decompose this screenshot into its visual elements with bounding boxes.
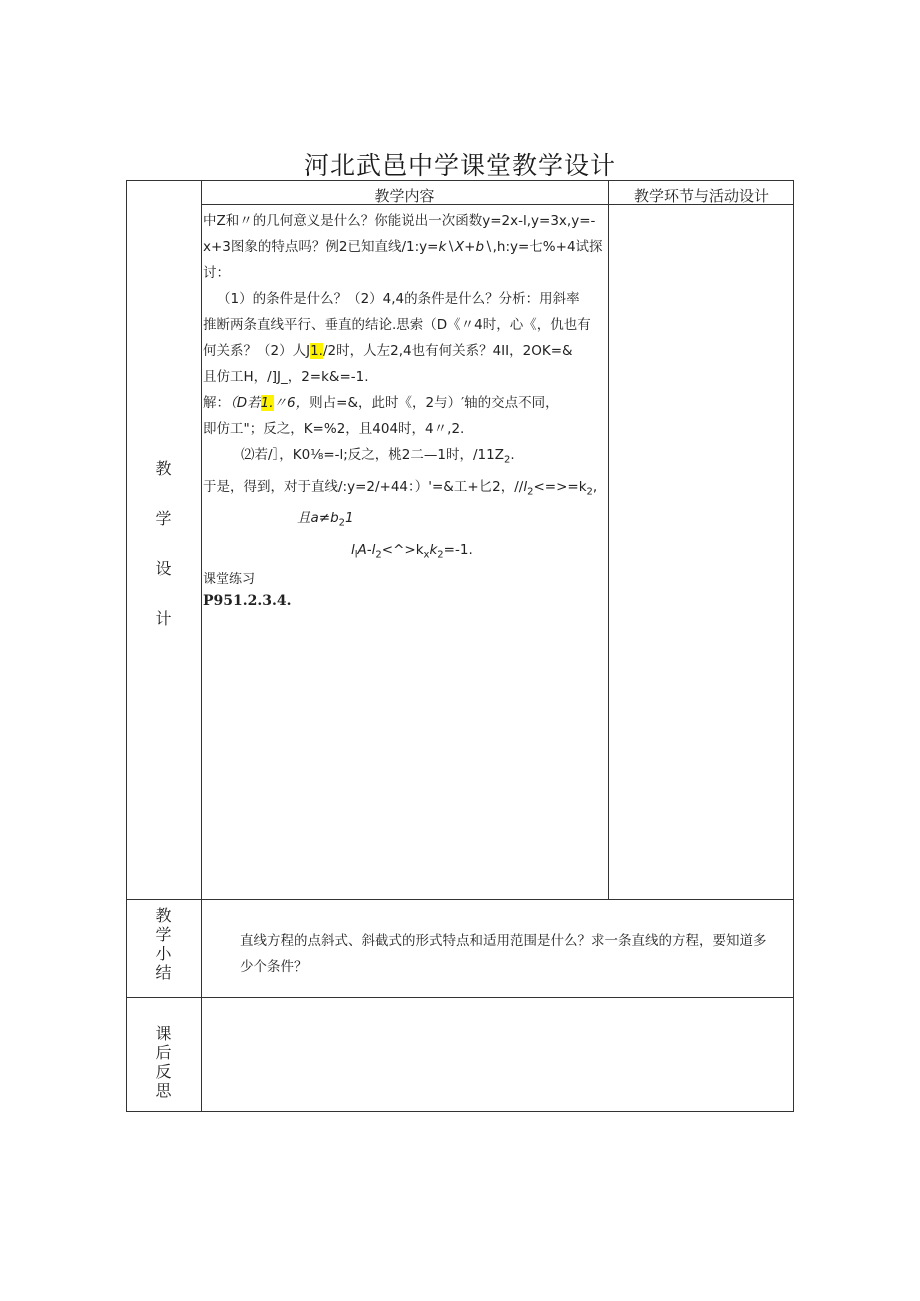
row-divider-summary xyxy=(126,997,794,998)
practice-value: P951.2.3.4. xyxy=(203,592,292,609)
activity-column-header: 教学环节与活动设计 xyxy=(633,187,769,205)
side-char: 教 xyxy=(155,906,172,925)
side-label-design xyxy=(126,444,201,644)
side-char: 结 xyxy=(155,963,172,982)
side-label-reflection xyxy=(126,1024,201,1100)
content-line: $l_lA-l_2<\^{}>k_xk_2=-1$. xyxy=(351,542,473,561)
content-line: 中Z和〃的几何意义是什么？你能说出一次函数y=2x-l,y=3x,y=- xyxy=(203,213,596,229)
side-char: 设 xyxy=(155,559,172,578)
side-char: 计 xyxy=(155,609,172,628)
side-char: 反 xyxy=(155,1062,172,1081)
side-char: 思 xyxy=(155,1081,172,1100)
content-line: 且$a\ne b_21$ xyxy=(297,510,354,530)
content-line: 推断两条直线平行、垂直的结论.思索（D《〃4时，心《，仇也有 xyxy=(203,317,591,333)
summary-text xyxy=(240,928,788,980)
row-divider-design xyxy=(126,899,794,900)
side-char: 学 xyxy=(155,509,172,528)
content-line: x+3图象的特点吗？例2已知直线/1:y=k∖X+b∖,h:y=七%+4试探 xyxy=(203,239,603,255)
highlight-mark: 1. xyxy=(310,343,323,359)
content-line: （1）的条件是什么？（2）4,4的条件是什么？分析：用斜率 xyxy=(217,291,580,307)
side-char: 小 xyxy=(155,944,172,963)
side-char: 课 xyxy=(155,1024,172,1043)
summary-line: 少个条件？ xyxy=(240,959,308,975)
column-divider-right xyxy=(608,180,609,899)
content-line: 何关系？（2）人J1./2时，人左2,4也有何关系？4II，2OK=& xyxy=(203,343,573,359)
content-line: 讨： xyxy=(203,265,230,281)
page-title: 河北武邑中学课堂教学设计 xyxy=(303,151,616,180)
content-line: 且仿工H，/]J_，2=k&=-1. xyxy=(203,369,369,385)
summary-line: 直线方程的点斜式、斜截式的形式特点和适用范围是什么？求一条直线的方程，要知道多 xyxy=(240,933,767,949)
side-label-summary xyxy=(126,906,201,982)
side-char: 学 xyxy=(155,925,172,944)
column-divider-left xyxy=(201,180,202,1112)
side-char: 教 xyxy=(155,459,172,478)
lesson-content xyxy=(203,208,608,611)
highlight-mark: 1. xyxy=(260,395,274,411)
content-line: ⑵若/］，K0⅛=-l;反之，桃2二—1时，$/11Z_2$. xyxy=(241,447,515,466)
content-line: 于是，得到，对于直线/:y=2/+44：）'=&工+匕2，$/∕l_2<=>=k_2$, xyxy=(203,478,598,498)
content-line: 解：（D若1.〃6，则占=&，此时《，2与）′轴的交点不同， xyxy=(203,395,559,411)
content-line: 即仿工"；反之，K=%2，且404时，4〃,2. xyxy=(203,421,465,437)
content-column-header: 教学内容 xyxy=(374,187,435,205)
practice-label: 课堂练习 xyxy=(203,571,256,587)
side-char: 后 xyxy=(155,1043,172,1062)
